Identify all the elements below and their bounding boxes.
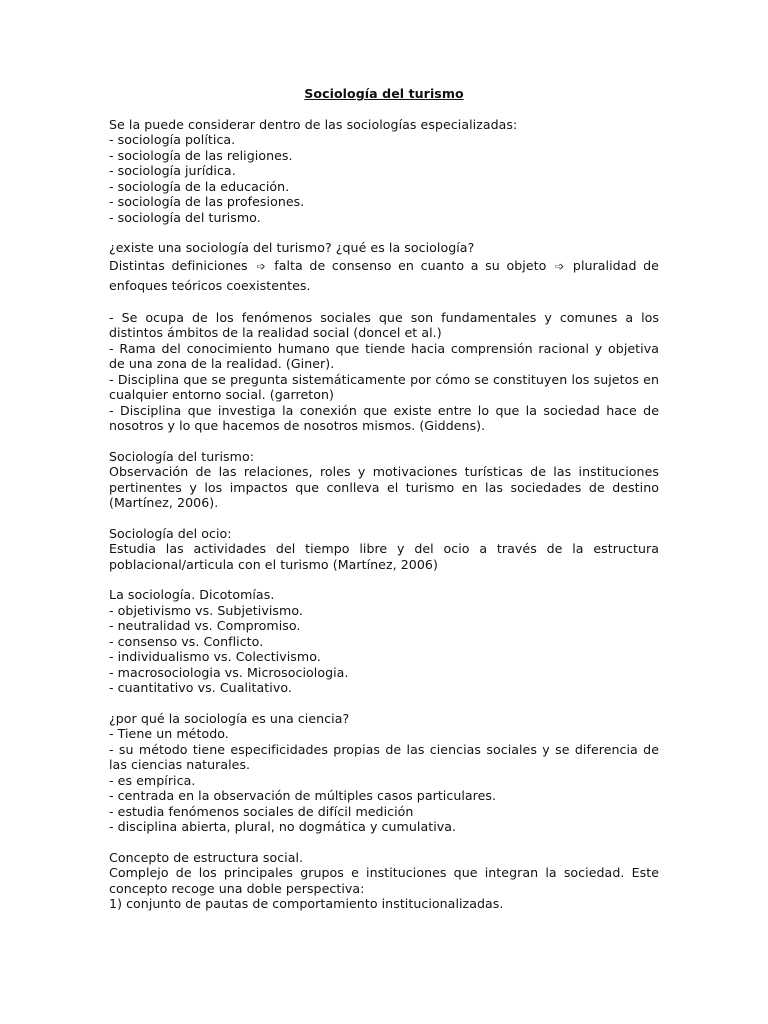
science-heading: ¿por qué la sociología es una ciencia? (109, 710, 350, 726)
leisure-section (109, 526, 659, 573)
document-title: Sociología del turismo (304, 86, 464, 101)
definition-item: - Se ocupa de los fenómenos sociales que son fundamentales y comunes a los distintos ámbitos de la realidad social (doncel et al.) (109, 309, 659, 340)
tourism-section (109, 449, 659, 511)
list-item: - sociología de la educación. (109, 178, 290, 194)
list-item: - estudia fenómenos sociales de difícil medición (109, 803, 414, 819)
definition-item: - Disciplina que investiga la conexión que existe entre lo que la sociedad hace de nosotros y lo que hacemos de nosotros mismos. (Giddens). (109, 402, 659, 433)
arrow-right-icon: ➩ (256, 259, 266, 273)
list-item: - cuantitativo vs. Cualitativo. (109, 680, 292, 695)
structure-section (109, 850, 659, 912)
list-item: - neutralidad vs. Compromiso. (109, 618, 301, 633)
intro-section (109, 117, 659, 226)
list-item: - Tiene un método. (109, 726, 229, 741)
list-item: - individualismo vs. Colectivismo. (109, 649, 321, 664)
question-line: ¿existe una sociología del turismo? ¿qué es la sociología? (109, 240, 475, 255)
definition-item: - Rama del conocimiento humano que tiende hacia comprensión racional y objetiva de una zona de la realidad. (Giner). (109, 340, 659, 371)
list-item: - su método tiene especificidades propias de las ciencias sociales y se diferencia de las ciencias naturales. (109, 741, 659, 772)
document-page (109, 86, 659, 927)
structure-item: 1) conjunto de pautas de comportamiento institucionalizadas. (109, 896, 504, 911)
list-item: - es empírica. (109, 772, 196, 788)
definition-item: - Disciplina que se pregunta sistemáticamente por cómo se constituyen los sujetos en cualquier entorno social. (garreton) (109, 371, 659, 402)
list-item: - consenso vs. Conflicto. (109, 633, 264, 649)
science-section (109, 711, 659, 835)
definitions-section (109, 310, 659, 434)
leisure-heading: Sociología del ocio: (109, 525, 232, 541)
tourism-text: Observación de las relaciones, roles y motivaciones turísticas de las instituciones pertinentes y los impactos que conlleva el turismo en las sociedades de destino (Martínez, 2006). (109, 464, 659, 510)
list-item: - sociología de las religiones. (109, 147, 293, 163)
dichotomies-section (109, 587, 659, 696)
summary-part-a: Distintas definiciones (109, 257, 248, 273)
dichotomies-heading: La sociología. Dicotomías. (109, 587, 275, 602)
list-item: - sociología del turismo. (109, 209, 261, 225)
tourism-heading: Sociología del turismo: (109, 448, 255, 464)
list-item: - centrada en la observación de múltiples casos particulares. (109, 788, 497, 803)
list-item: - objetivismo vs. Subjetivismo. (109, 602, 303, 618)
list-item: - macrosociologia vs. Microsociologia. (109, 664, 349, 680)
arrow-right-icon: ➩ (555, 259, 565, 273)
list-item: - disciplina abierta, plural, no dogmática y cumulativa. (109, 819, 457, 834)
list-item: - sociología de las profesiones. (109, 194, 305, 209)
summary-part-c: pluralidad de enfoques teóricos coexistentes. (109, 257, 659, 293)
intro-heading: Se la puede considerar dentro de las sociologías especializadas: (109, 116, 518, 132)
question-section (109, 240, 659, 295)
list-item: - sociología jurídica. (109, 163, 236, 178)
leisure-text: Estudia las actividades del tiempo libre y del ocio a través de la estructura poblacional/articula con el turismo (Martínez, 2006) (109, 541, 659, 572)
structure-heading: Concepto de estructura social. (109, 849, 304, 865)
list-item: - sociología política. (109, 132, 236, 147)
summary-part-b: falta de consenso en cuanto a su objeto (274, 257, 547, 273)
definitions-summary (109, 256, 659, 295)
structure-text: Complejo de los principales grupos e instituciones que integran la sociedad. Este concepto recoge una doble perspectiva: (109, 865, 659, 896)
